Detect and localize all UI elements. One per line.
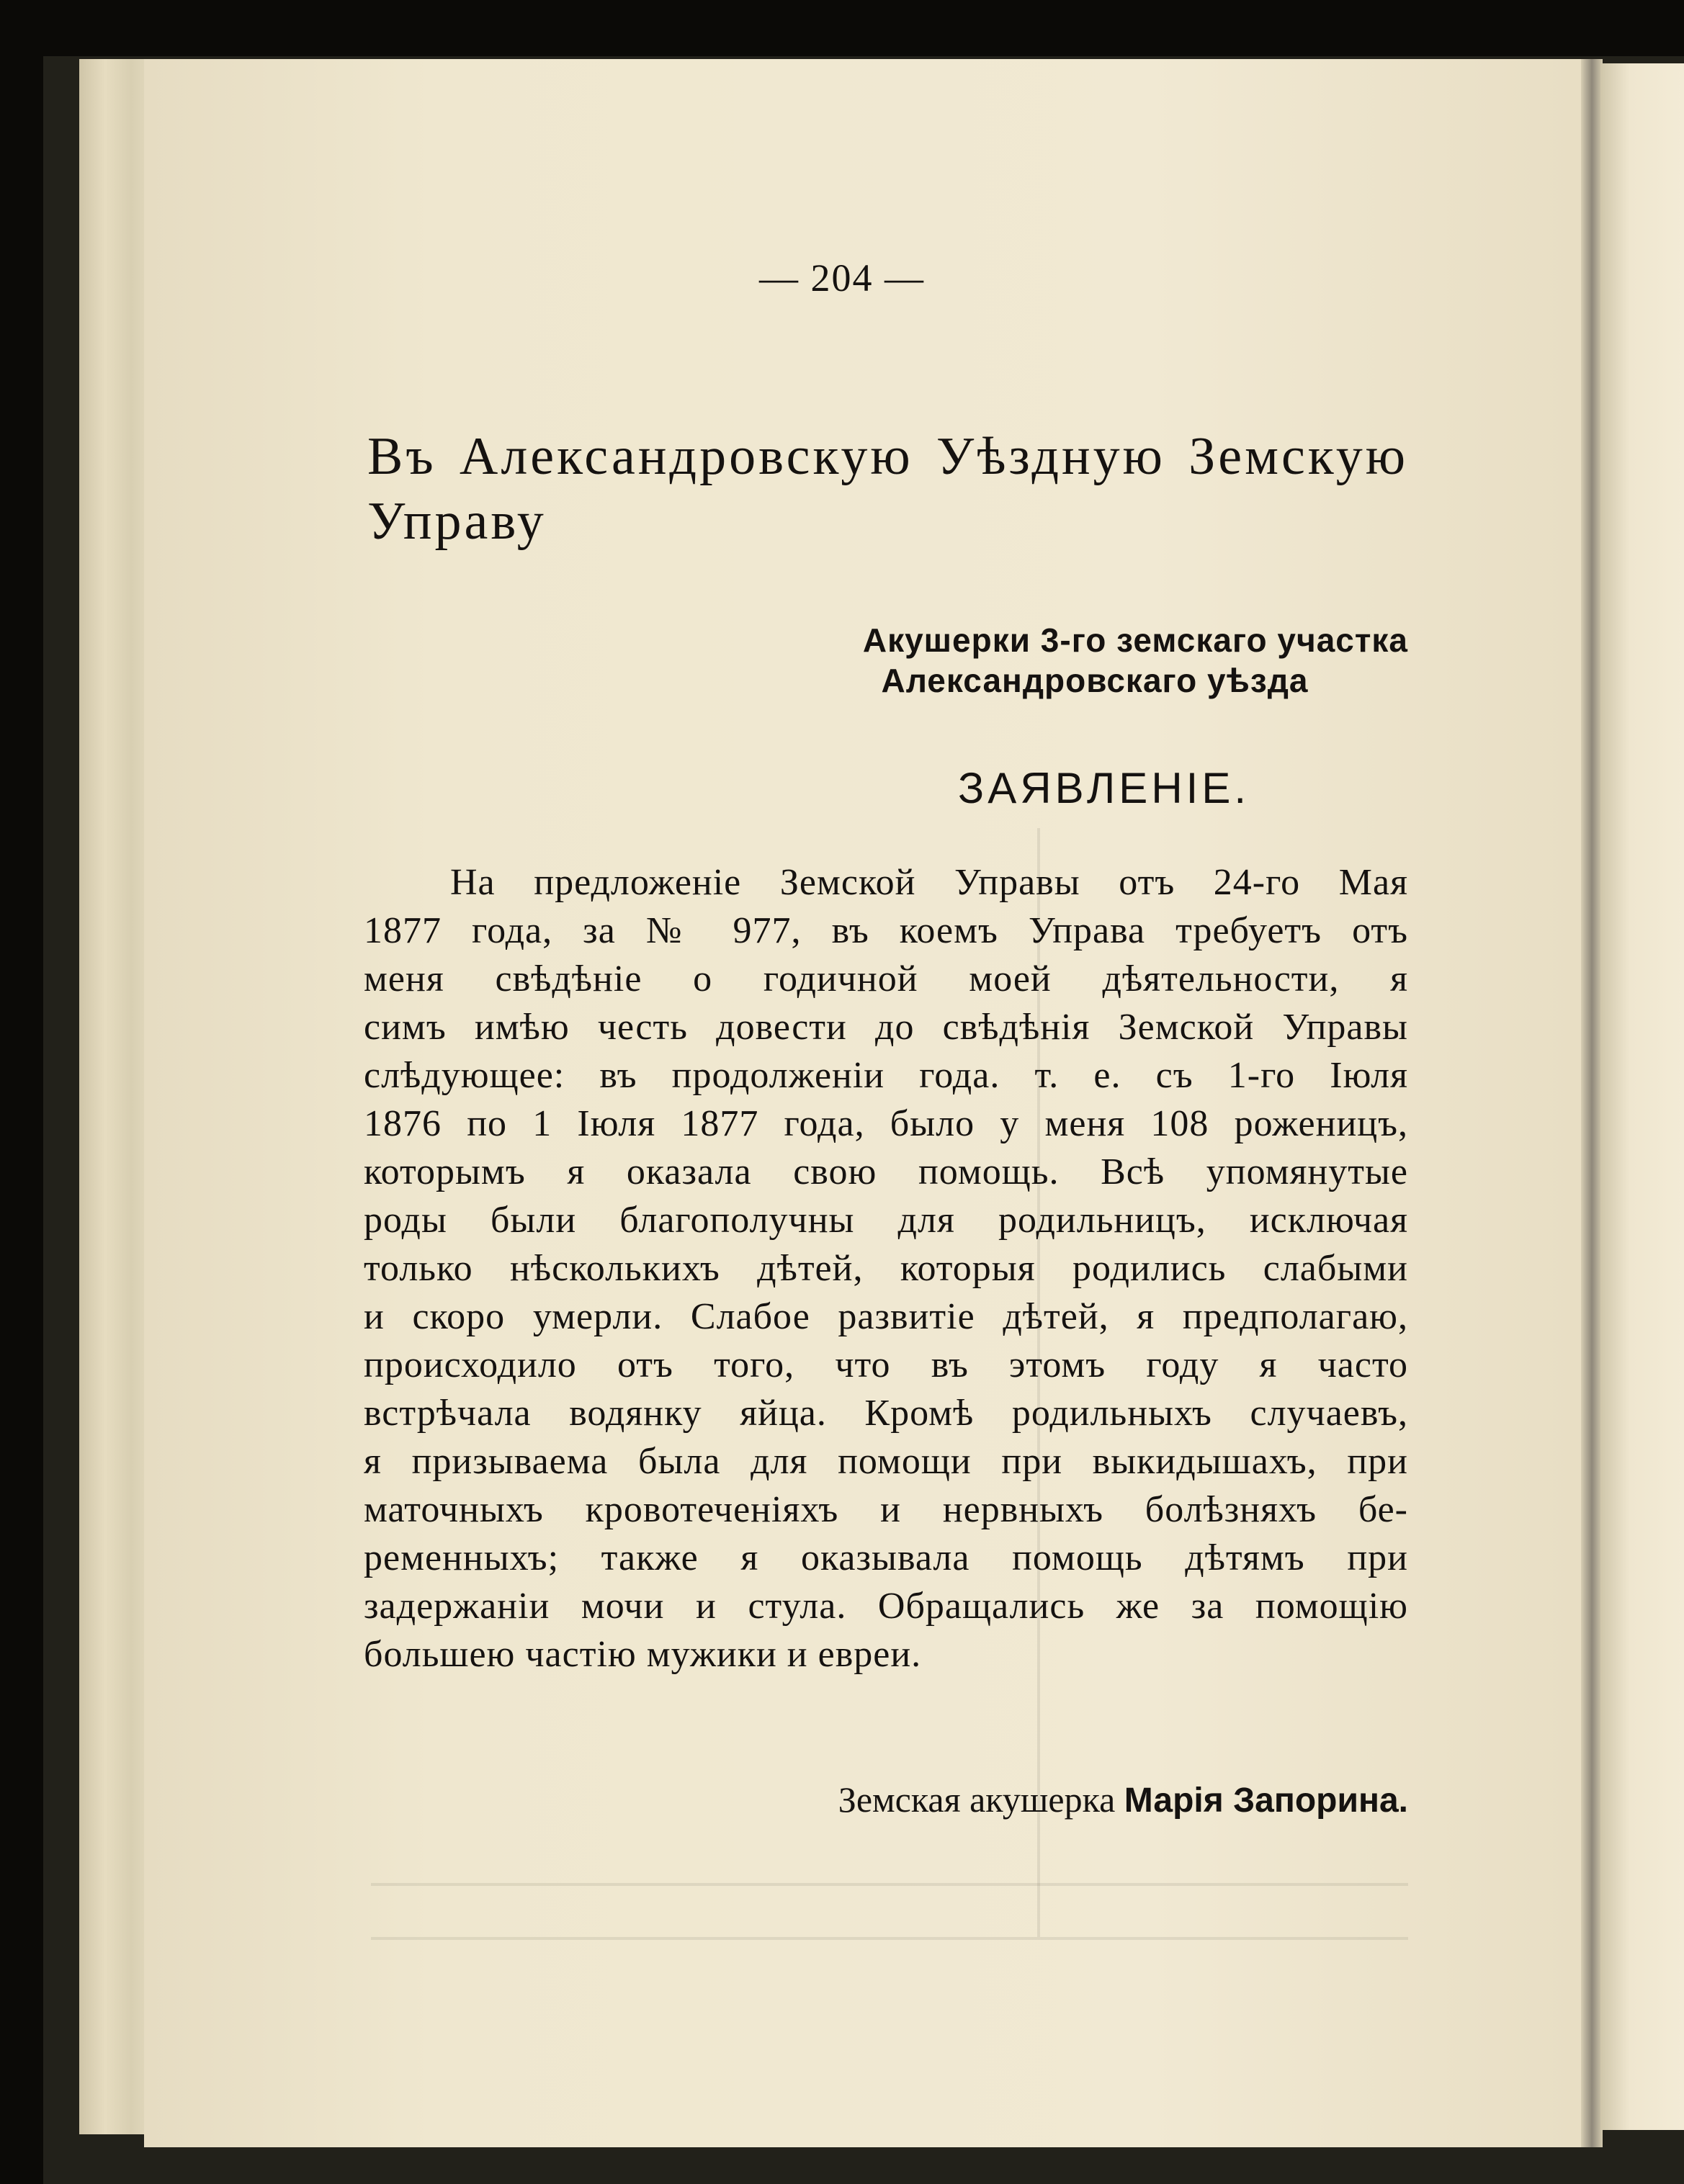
addressee-heading-line-2: Управу (367, 492, 547, 551)
book-gutter (1581, 59, 1603, 2147)
body-line: и скоро умерли. Слабое развитіе дѣтей, я предполагаю, (364, 1296, 1408, 1337)
body-line: встрѣчала водянку яйца. Кромѣ родильныхъ случаевъ, (364, 1393, 1408, 1434)
body-line: происходило отъ того, что въ этомъ году я часто (364, 1344, 1408, 1385)
bleed-through-rule (371, 1937, 1408, 1940)
sender-line-1: Акушерки 3-го земскаго участка (862, 621, 1408, 659)
document-title: ЗАЯВЛЕНІЕ. (958, 764, 1250, 812)
body-line: роды были благополучны для родильницъ, исключая (364, 1200, 1408, 1241)
body-line: которымъ я оказала свою помощь. Всѣ упомянутые (364, 1151, 1408, 1192)
body-line: 1877 года, за № 977, въ коемъ Управа требуетъ отъ (364, 910, 1408, 951)
signature-title: Земская акушерка (838, 1779, 1116, 1820)
body-line: симъ имѣю честь довести до свѣдѣнія Земской Управы (364, 1007, 1408, 1048)
facing-page-edge (1600, 63, 1684, 2130)
page-number: — 204 — (759, 256, 925, 300)
body-line: маточныхъ кровотеченіяхъ и нервныхъ болѣзняхъ бе- (364, 1489, 1408, 1530)
body-line: задержаніи мочи и стула. Обращались же за помощію (364, 1586, 1408, 1627)
body-line: я призываема была для помощи при выкидышахъ, при (364, 1441, 1408, 1482)
signature-name: Марія Запорина. (1124, 1781, 1408, 1820)
addressee-heading-line-1: Въ Александровскую Уѣздную Земскую (367, 427, 1408, 486)
body-line: только нѣсколькихъ дѣтей, которыя родились слабыми (364, 1248, 1408, 1289)
sender-line-2: Александровскаго уѣзда (881, 662, 1309, 699)
body-line: На предложеніе Земской Управы отъ 24-го Мая (450, 862, 1408, 903)
body-line: 1876 по 1 Іюля 1877 года, было у меня 108 роженицъ, (364, 1103, 1408, 1144)
body-line: ременныхъ; также я оказывала помощь дѣтямъ при (364, 1537, 1408, 1578)
signature (749, 1779, 1408, 1820)
body-line: большею частію мужики и евреи. (364, 1634, 922, 1675)
body-line: слѣдующее: въ продолженіи года. т. е. съ 1-го Іюля (364, 1055, 1408, 1096)
bleed-through-rule (371, 1883, 1408, 1886)
body-line: меня свѣдѣніе о годичной моей дѣятельности, я (364, 958, 1408, 999)
